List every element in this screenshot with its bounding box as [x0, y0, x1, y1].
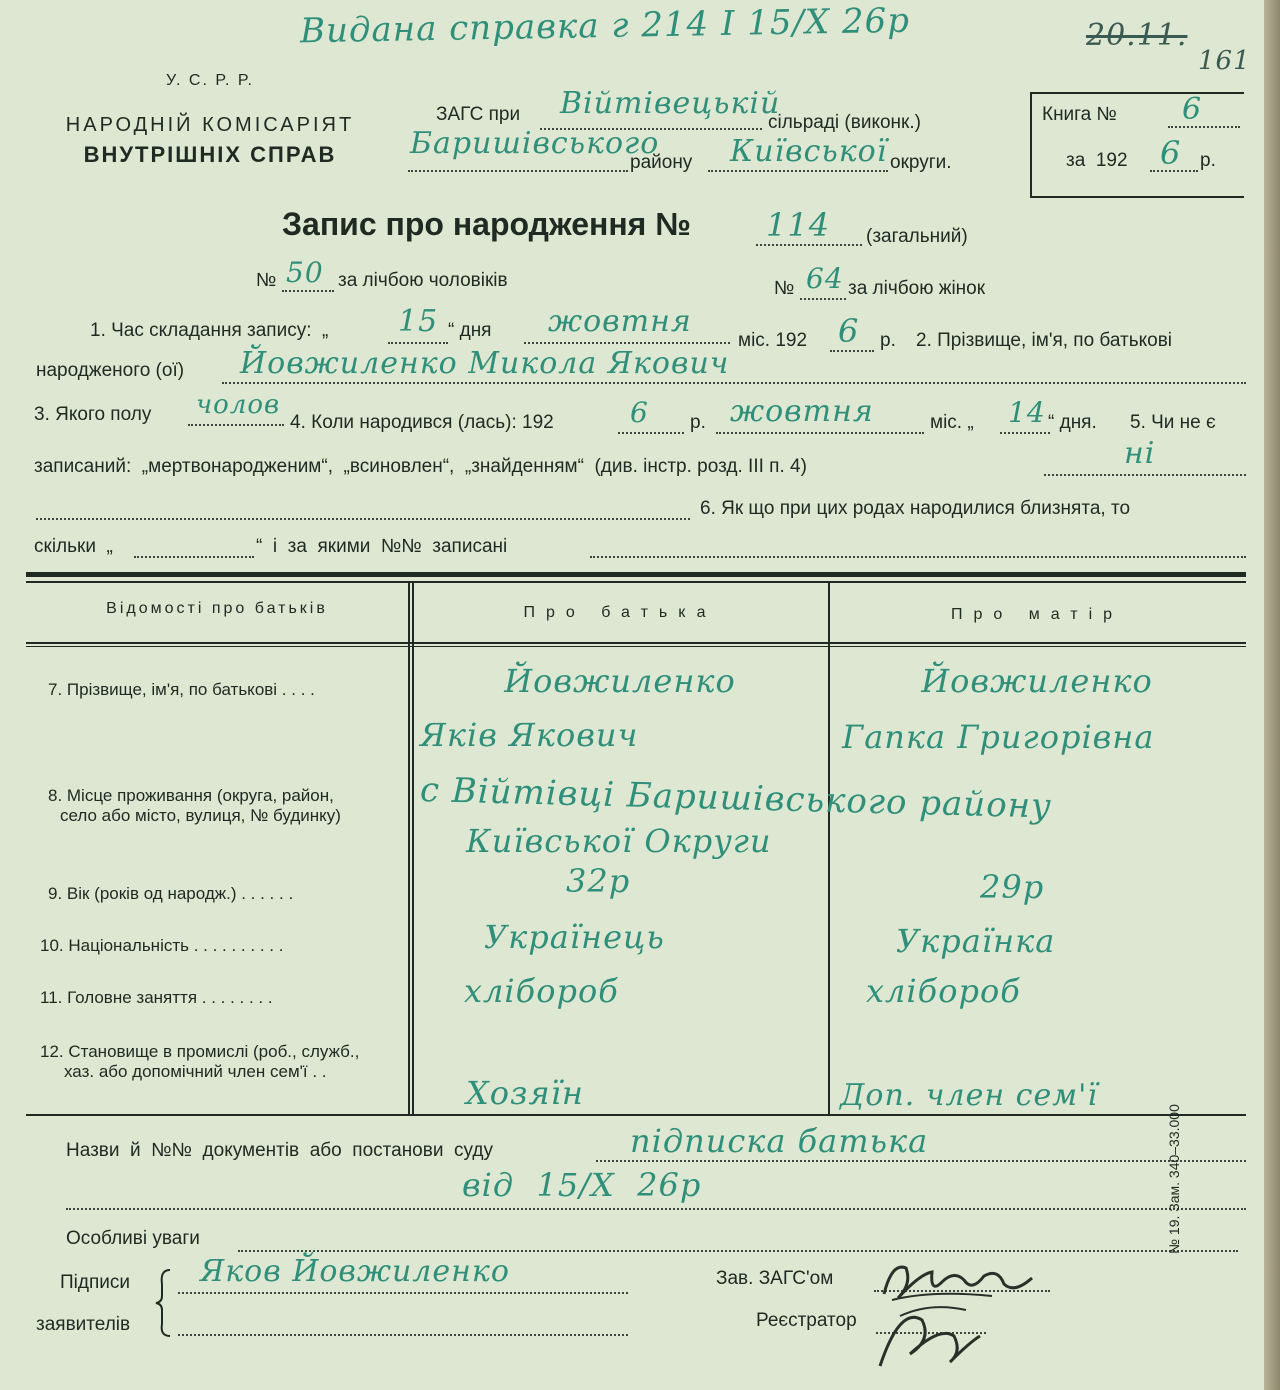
mother-occupation: хлібороб	[866, 972, 1021, 1010]
f4-label: 4. Коли народився (лась): 192	[290, 412, 554, 433]
f5-value: ні	[1124, 436, 1156, 471]
book-number: 6	[1182, 92, 1203, 127]
f4-month-label: міс. „	[930, 412, 974, 433]
f4-year: 6	[630, 396, 649, 429]
f5-label2: записаний: „мертвонародженим“, „всиновлен“, „знайденням“ (див. інстр. розд. III п. 4)	[34, 456, 807, 477]
okruha-value: Київської	[730, 134, 888, 169]
record-number: 114	[766, 206, 831, 244]
f1-year: 6	[838, 312, 860, 350]
brace-icon	[154, 1268, 174, 1338]
row7-label: 7. Прізвище, ім'я, по батькові . . . .	[48, 680, 315, 699]
f2-label2: народженого (ої)	[36, 360, 185, 381]
side-print: № 19. Зам. 340–33.000	[1166, 1104, 1182, 1254]
f5-continuation-line	[36, 518, 690, 520]
signatures-label-1: Підписи	[60, 1272, 130, 1293]
mother-status: Доп. член сем'ї	[840, 1078, 1098, 1113]
father-surname: Йовжиленко	[504, 662, 736, 700]
documents-label: Назви й №№ документів або постанови суду	[66, 1140, 493, 1161]
okruha-line	[708, 170, 888, 172]
book-box-left	[1030, 92, 1032, 198]
row12-label1: 12. Становище в промислі (роб., служб.,	[40, 1042, 360, 1061]
f6-label: 6. Як що при цих родах народилися близнята, то	[700, 498, 1131, 519]
f4-month-line	[716, 432, 924, 434]
zags-label: ЗАГС при	[436, 104, 521, 125]
table-col-divider-1	[408, 583, 410, 1116]
mother-name: Гапка Григорівна	[842, 718, 1155, 756]
f4-day: 14	[1008, 396, 1046, 429]
commissariat-line1: НАРОДНІЙ КОМІСАРІЯТ	[65, 114, 355, 136]
registrar-label: Реєстратор	[756, 1310, 857, 1331]
f1-day: 15	[398, 304, 439, 339]
f1-year-suffix: р.	[880, 330, 896, 351]
f2-value: Йовжиленко Микола Якович	[240, 346, 730, 381]
f6-label2a: скільки „	[34, 536, 113, 557]
table-header-rule-thin	[26, 646, 1246, 647]
page-edge	[1264, 0, 1280, 1390]
record-title: Запис про народження №	[282, 206, 691, 242]
book-year-value: 6	[1160, 134, 1182, 172]
notes-line	[238, 1250, 1238, 1252]
father-age: 32р	[566, 862, 631, 900]
mother-surname: Йовжиленко	[921, 662, 1153, 700]
top-note: Видана справка г 214 I 15/Х 26р	[299, 0, 911, 52]
f6-count-line	[134, 556, 254, 558]
signatures-label-2: заявителів	[36, 1314, 131, 1335]
f6-label2b: “ і за якими №№ записані	[256, 536, 508, 557]
f3-label: 3. Якого полу	[34, 404, 152, 425]
f1-year-line	[830, 350, 874, 352]
row10-label: 10. Національність . . . . . . . . . .	[40, 936, 284, 955]
book-year-suffix: р.	[1200, 150, 1216, 171]
f1-month-label: міс. 192	[738, 330, 808, 351]
women-label: за лічбою жінок	[848, 278, 986, 299]
book-number-line	[1168, 126, 1240, 128]
registrar-signature-mark	[870, 1296, 990, 1376]
row8-label2: село або місто, вулиця, № будинку)	[60, 806, 341, 825]
okruha-label: округи.	[890, 152, 952, 173]
applicant-signature-line-1	[178, 1292, 628, 1294]
book-box-top	[1030, 92, 1244, 94]
f4-day-line	[1000, 432, 1050, 434]
record-number-line	[756, 244, 862, 246]
record-general: (загальний)	[866, 226, 968, 247]
women-value: 64	[806, 262, 844, 295]
archive-ref-1: 20.11.	[1086, 18, 1188, 53]
applicant-signature: Яков Йовжиленко	[200, 1254, 510, 1289]
f1-label: 1. Час складання запису: „	[90, 320, 329, 341]
ussr-label: У. С. Р. Р.	[165, 72, 254, 89]
father-occupation: хлібороб	[464, 972, 619, 1010]
row9-label: 9. Вік (років од народж.) . . . . . .	[48, 884, 294, 903]
row12-label2: хаз. або допомічний член сем'ї . .	[64, 1062, 327, 1081]
father-status: Хозяїн	[466, 1074, 584, 1112]
f3-line	[188, 424, 284, 426]
book-box-bottom	[1030, 196, 1244, 198]
f5-label: 5. Чи не є	[1130, 412, 1216, 433]
men-prefix: №	[256, 270, 277, 291]
commissariat-line2: ВНУТРІШНІХ СПРАВ	[83, 142, 337, 167]
f3-value: чолов	[196, 390, 281, 420]
archive-ref-2: 161	[1198, 46, 1251, 76]
mother-age: 29р	[980, 868, 1045, 906]
notes-label: Особливі уваги	[66, 1228, 200, 1249]
col3-header: Про матір	[950, 606, 1124, 623]
table-header-rule	[26, 642, 1246, 644]
book-year-prefix: за 192	[1066, 150, 1128, 171]
raion-label: району	[630, 152, 693, 173]
f4-day-label: “ дня.	[1048, 412, 1097, 433]
row8-label1: 8. Місце проживання (округа, район,	[48, 786, 334, 805]
f5-line	[1044, 474, 1246, 476]
father-name: Яків Якович	[420, 716, 639, 754]
zags-suffix: сільраді (виконк.)	[768, 112, 921, 133]
mother-nationality: Українка	[896, 922, 1056, 960]
documents-line-2	[66, 1208, 1246, 1210]
table-top-rule	[26, 572, 1246, 577]
f1-day-label: “ дня	[448, 320, 492, 341]
col2-header: Про батька	[523, 604, 717, 621]
women-line	[800, 298, 846, 300]
f6-numbers-line	[590, 556, 1246, 558]
f2-line	[222, 382, 1246, 384]
men-label: за лічбою чоловіків	[338, 270, 508, 291]
raion-line	[408, 170, 628, 172]
men-line	[282, 290, 334, 292]
women-prefix: №	[774, 278, 795, 299]
col1-header: Відомості про батьків	[106, 600, 328, 617]
f1-day-line	[388, 342, 448, 344]
table-top-rule-thin	[26, 581, 1246, 583]
f1-month-line	[524, 342, 730, 344]
table-bottom-rule	[26, 1114, 1246, 1116]
residence-line2: Київської Округи	[466, 822, 772, 860]
documents-value-1: підписка батька	[630, 1122, 929, 1160]
raion-value: Баришівського	[410, 126, 660, 161]
head-label: Зав. ЗАГС'ом	[716, 1268, 834, 1289]
f1-month: жовтня	[548, 304, 692, 339]
f4-year-suffix: р.	[690, 412, 706, 433]
applicant-signature-line-2	[178, 1334, 628, 1336]
f4-year-line	[618, 432, 684, 434]
zags-village-value: Війтівецькій	[560, 86, 781, 121]
documents-value-2: від 15/Х 26р	[462, 1166, 702, 1204]
row11-label: 11. Головне заняття . . . . . . . .	[40, 988, 273, 1007]
documents-line-1	[596, 1160, 1246, 1162]
men-value: 50	[286, 256, 324, 289]
f2-label: 2. Прізвище, ім'я, по батькові	[916, 330, 1173, 351]
book-label: Книга №	[1042, 104, 1117, 125]
f4-month: жовтня	[730, 394, 874, 429]
residence-line1: с Війтівці Баришівського району	[419, 770, 1053, 827]
father-nationality: Українець	[484, 918, 665, 956]
